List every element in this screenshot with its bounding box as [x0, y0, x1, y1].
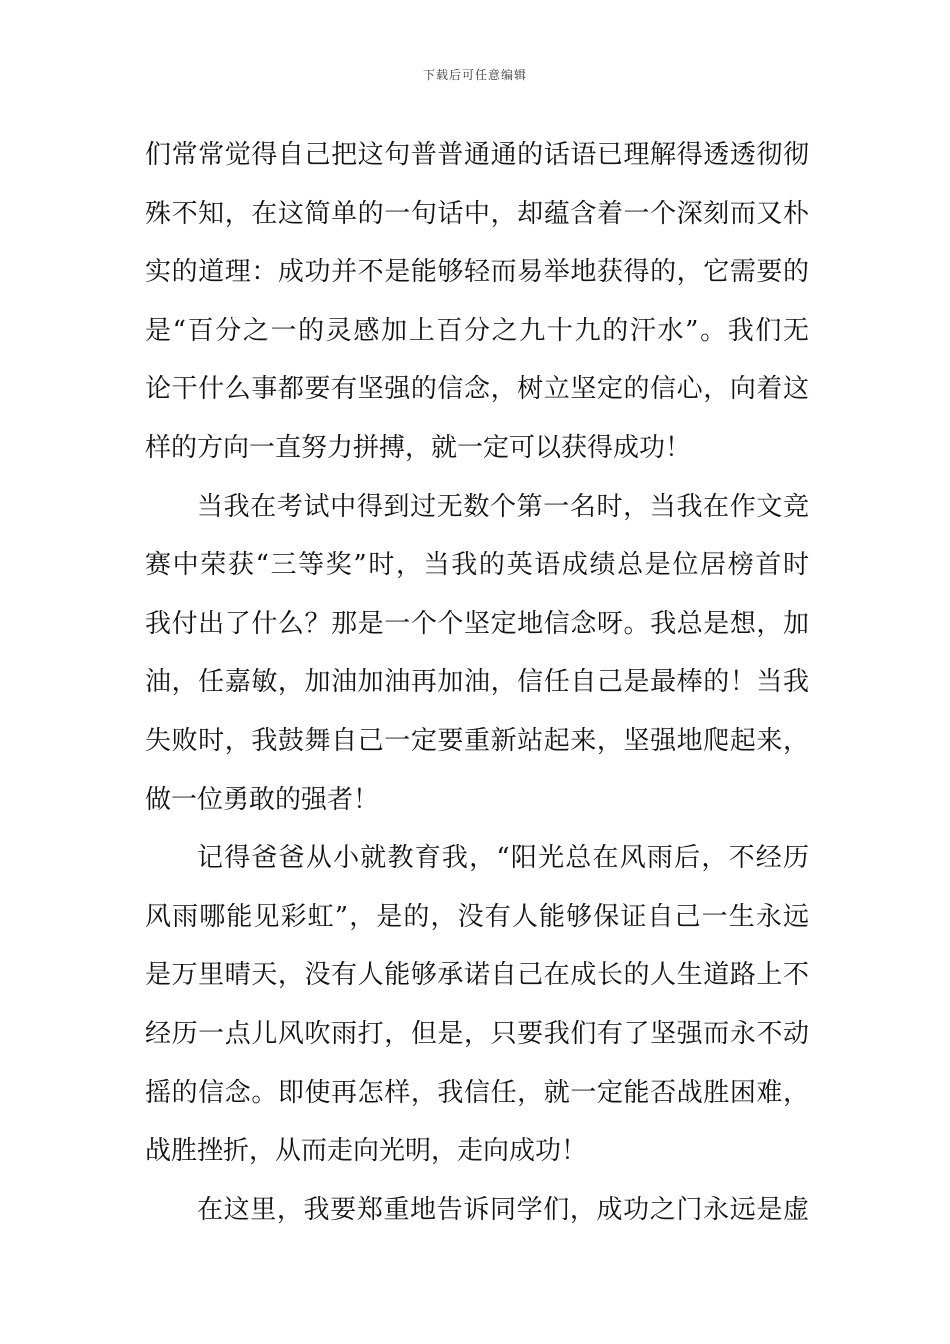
text-line: 摇的信念。即使再怎样，我信任，就一定能否战胜困难， — [145, 1077, 809, 1108]
text-line: 我付出了什么？那是一个个坚定地信念呀。我总是想，加 — [145, 608, 809, 639]
text-line: 是万里晴天，没有人能够承诺自己在成长的人生道路上不 — [145, 960, 809, 991]
text-line: 在这里，我要郑重地告诉同学们，成功之门永远是虚 — [197, 1194, 809, 1225]
text-line: 油，任嘉敏，加油加油再加油，信任自己是最棒的！当我 — [145, 667, 809, 698]
text-line: 失败时，我鼓舞自己一定要重新站起来，坚强地爬起来， — [145, 725, 809, 756]
text-line: 样的方向一直努力拼搏，就一定可以获得成功！ — [145, 432, 692, 463]
text-line: 经历一点儿风吹雨打，但是，只要我们有了坚强而永不动 — [145, 1018, 809, 1049]
page-header: 下载后可任意编辑 — [422, 68, 527, 82]
text-line: 们常常觉得自己把这句普普通通的话语已理解得透透彻彻 — [145, 140, 809, 170]
document-body — [145, 126, 809, 1239]
text-line: 殊不知，在这简单的一句话中，却蕴含着一个深刻而又朴 — [145, 198, 809, 229]
text-line: 实的道理：成功并不是能够轻而易举地获得的，它需要的 — [145, 257, 809, 288]
text-line: 风雨哪能见彩虹”，是的，没有人能够保证自己一生永远 — [145, 901, 809, 932]
text-line: 论干什么事都要有坚强的信念，树立坚定的信心，向着这 — [145, 374, 809, 405]
text-line: 是“百分之一的灵感加上百分之九十九的汗水”。我们无 — [145, 315, 809, 346]
text-line: 赛中荣获“三等奖”时，当我的英语成绩总是位居榜首时 — [145, 550, 809, 581]
text-line: 当我在考试中得到过无数个第一名时，当我在作文竞 — [197, 491, 809, 522]
text-line: 记得爸爸从小就教育我，“阳光总在风雨后，不经历 — [197, 843, 809, 874]
text-line: 做一位勇敢的强者！ — [145, 784, 380, 815]
text-line: 战胜挫折，从而走向光明，走向成功！ — [145, 1136, 588, 1167]
